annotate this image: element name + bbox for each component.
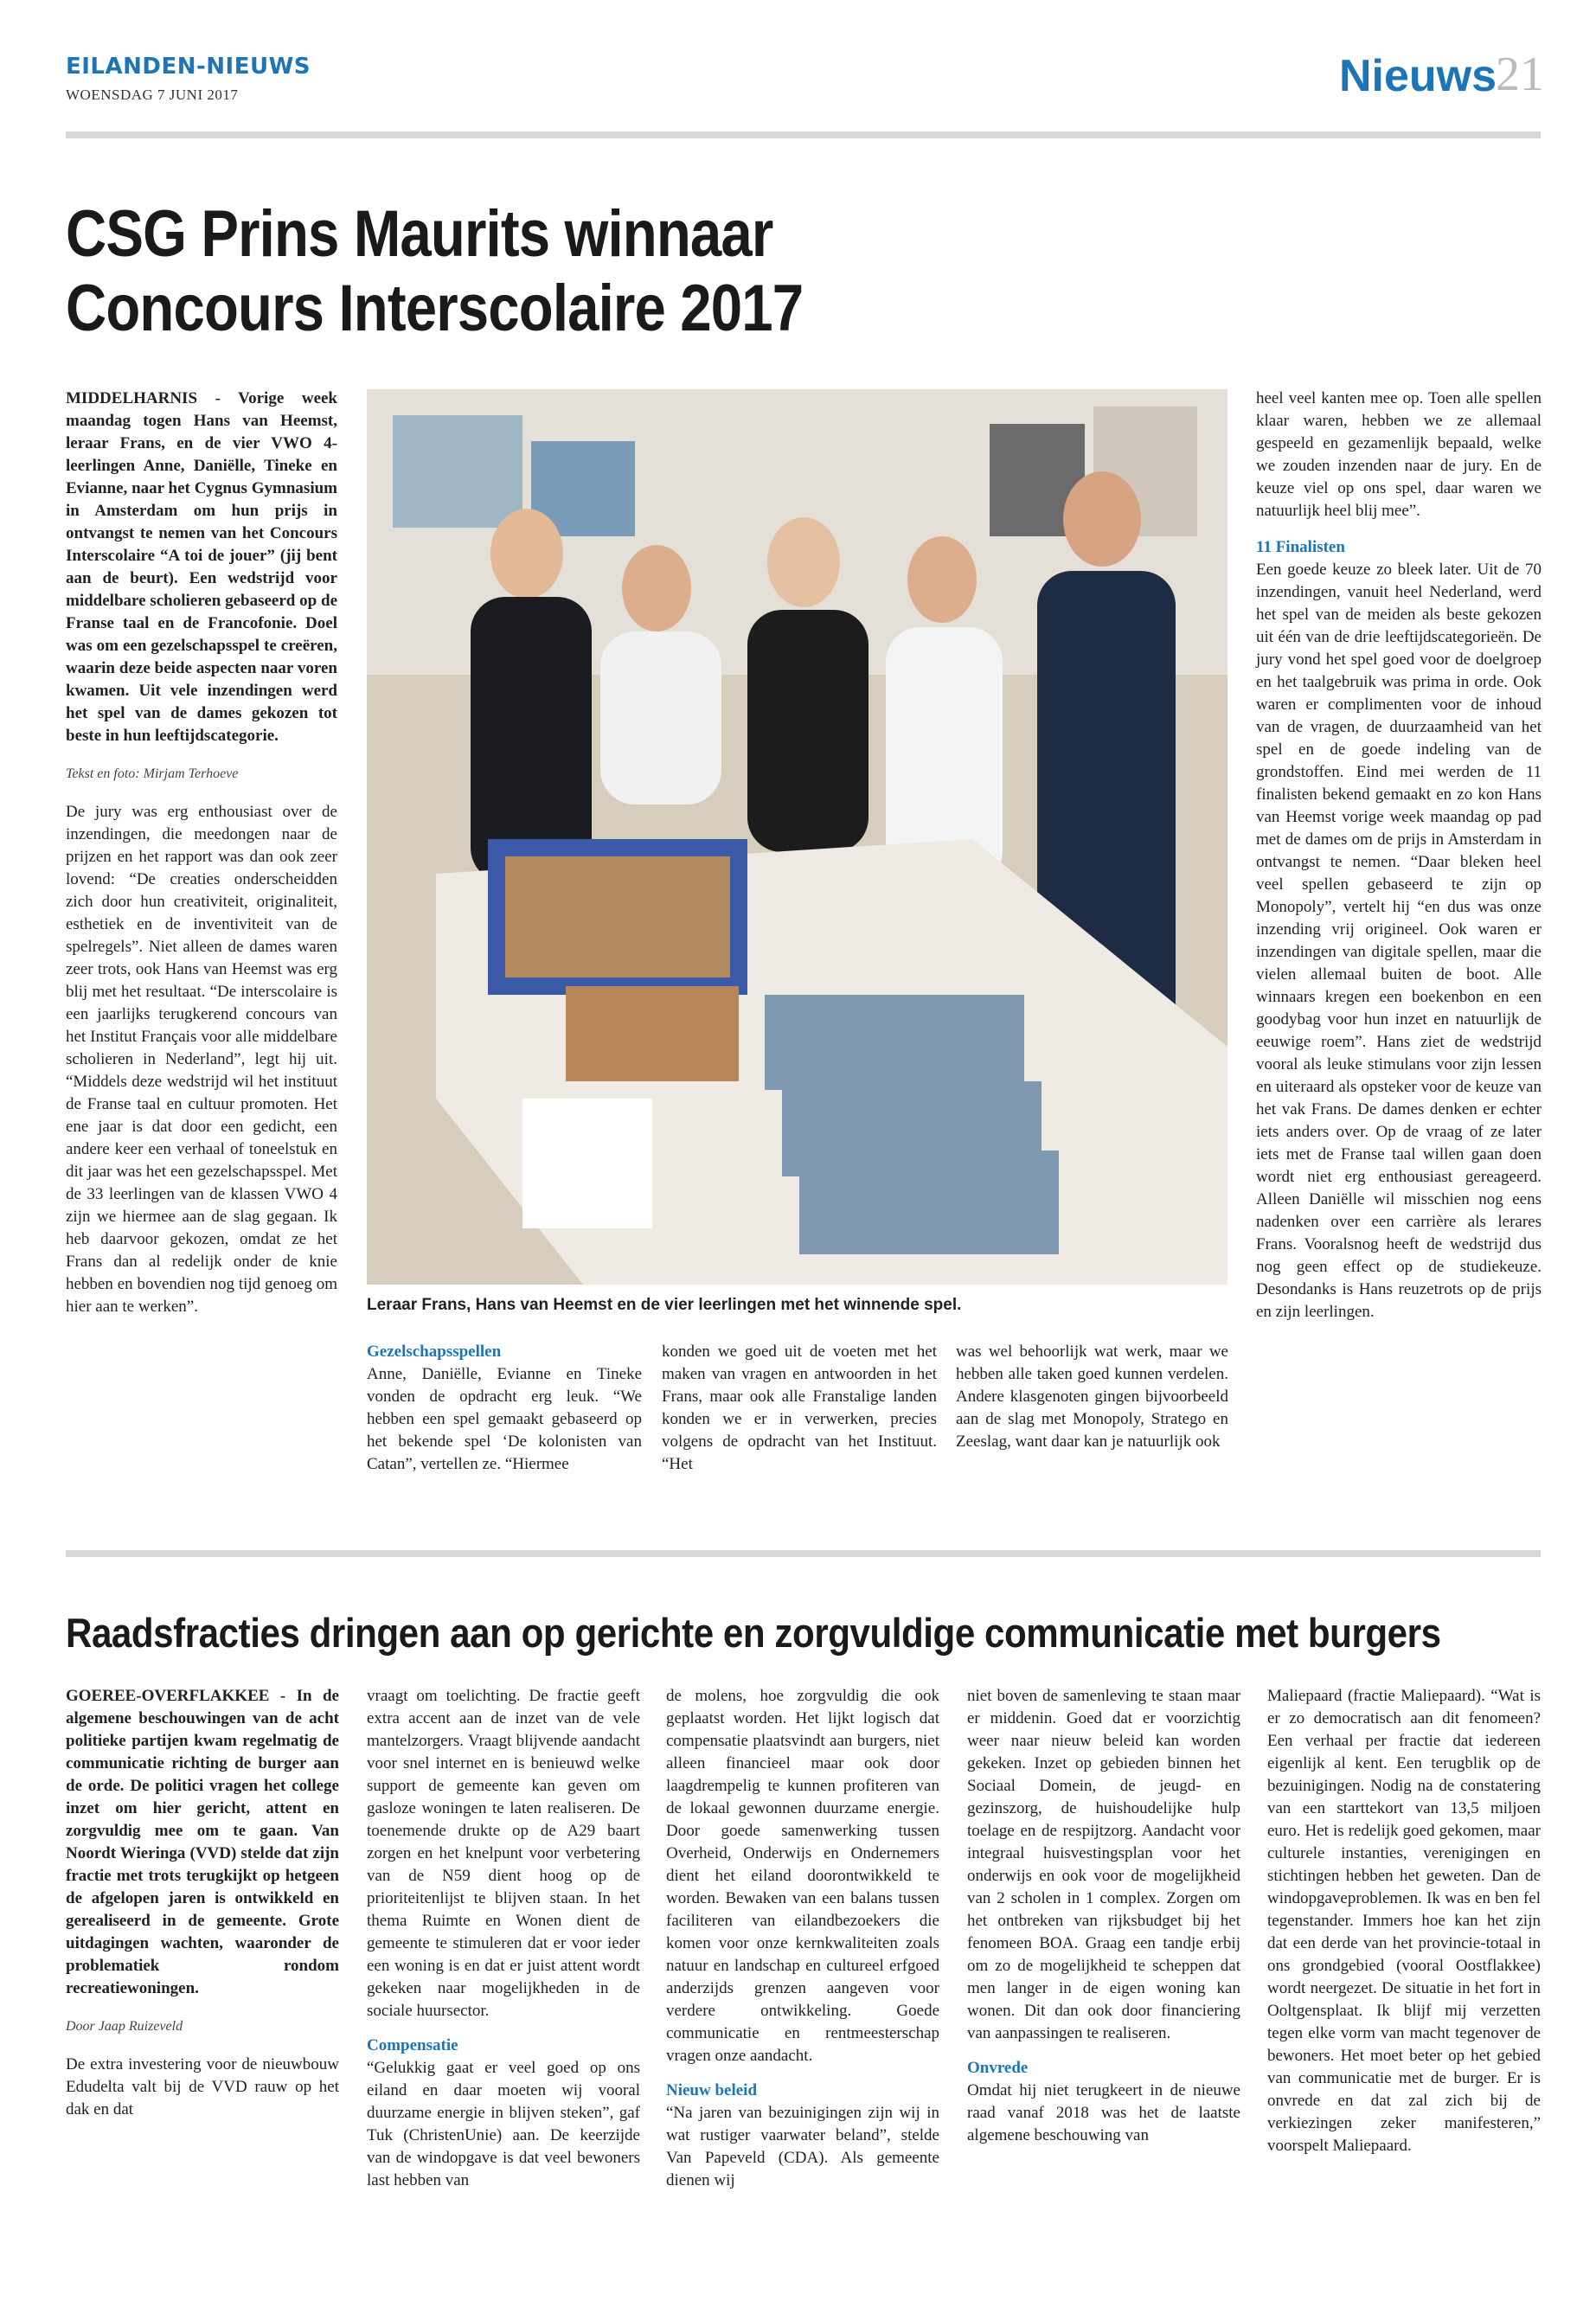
article2-credit: Door Jaap Ruizeveld [66,2019,183,2034]
article1-left-column [66,388,337,1318]
article1-col3-text: konden we goed uit de voeten met het maken van vragen en antwoorden in het Frans, maar ook alle Franstalige landen konden we er in verwerken, precies volgens de opdracht van het Instituut. “Het [662,1343,937,1473]
headline-line-2: Concours Interscolaire 2017 [66,272,804,345]
subhead-gezelschapsspellen: Gezelschapsspellen [367,1343,502,1361]
article2-lead: GOEREE-OVERFLAKKEE - In de algemene beschouwingen van de acht politieke partijen kwam regelmatig de communicatie richting de burger aan de orde. De politici vragen het college inzet om hier gericht, attent en zorgvuldig mee om te gaan. Van Noordt Wieringa (VVD) stelde dat zijn fractie met trots terugkijkt op hetgeen de afgelopen jaren is ontwikkeld en gerealiseerd in de gemeente. Grote uitdagingen wachten, waaronder de problematiek rondom recreatiewoningen. [66,1687,339,1997]
article2-col3-text2: “Na jaren van bezuinigingen zijn wij in wat rustiger vaarwater beland”, stelde Van Papeveld (CDA). Als gemeente dienen wij [666,2104,939,2189]
article2-col2-text: vraagt om toelichting. De fractie geeft extra accent aan de inzet van de vele mantelzorgers. Vraagt blijvende aandacht voor snel internet en is benieuwd welke support de gemeente kan geven om gasloze woningen te laten realiseren. De toenemende drukte op de A29 baart zorgen en het knelpunt voor verbetering van de N59 dient hoog op de prioriteitenlijst te blijven staan. In het thema Ruimte en Wonen dient de gemeente te stimuleren dat er voor ieder een woning is en dat er juist attent wordt gekeken naar mogelijkheden in de sociale huursector. [367,1687,640,2020]
article1-right-text-2: Een goede keuze zo bleek later. Uit de 70 inzendingen, vanuit heel Nederland, werd het spel van de meiden als beste gekozen uit één van de drie leeftijdscategorieën. De jury vond het spel goed voor de doelgroep en het taalgebruik was prima in orde. Ook waren er complimenten voor de inhoud van de vragen, de duurzaamheid van het spel en de goede indeling van de grondstoffen. Eind mei werden de 11 finalisten bekend gemaakt en zo kon Hans van Heemst vorige week maandag op pad met de dames om de prijs in Amsterdam in ontvangst te nemen. “Daar bleken heel veel spellen gebaseerd te zijn op Monopoly”, vertelt hij “en dus was onze inzending vrij origineel. Ook waren er inzendingen van digitale spellen, maar die vielen allemaal buiten de boot. Alle winnaars kregen een boekenbon en een goodybag voor hun inzet en natuurlijk de eeuwige roem”. Hans ziet de wedstrijd vooral als leuke stimulans voor zijn lessen en uiteraard als opsteker voor de keuze van het vak Frans. De dames denken er echter iets anders over. Op de vraag of ze later iets met de Franse taal willen gaan doen wordt niet erg enthousiast gereageerd. Alleen Daniëlle wil misschien nog eens nadenken over een carrière als lerares Frans. Vooralsnog heeft de wedstrijd dus nog geen effect op de studiekeuze. Desondanks is Hans reuzetrots op de prijs en zijn leerlingen. [1256,561,1542,1321]
section-rule [66,1550,1541,1557]
article1-headline [66,197,958,346]
article1-col4 [956,1341,1228,1453]
article2-col4 [967,1685,1240,2147]
article2-col3 [666,1685,939,2192]
section-title: Nieuws [1338,51,1497,101]
article1-col2-text: Anne, Daniëlle, Evianne en Tineke vonden de opdracht erg leuk. “We hebben een spel gemaakt gebaseerd op het bekende spel ‘De kolonisten van Catan”, vertellen ze. “Hiermee [367,1365,642,1473]
photo-illustration [367,389,1227,1285]
subhead-compensatie: Compensatie [367,2036,458,2054]
article2-col2 [367,1685,640,2192]
article1-credit: Tekst en foto: Mirjam Terhoeve [66,766,239,781]
article1-right-text-1: heel veel kanten mee op. Toen alle spellen klaar waren, hebben we ze allemaal gespeeld en gezamenlijk bepaald, welke we zouden inzenden naar de jury. En de keuze viel op ons spel, daar waren we natuurlijk heel blij mee”. [1256,389,1542,520]
article2-col4-text: niet boven de samenleving te staan maar er middenin. Goed dat er voorzichtig weer naar nieuw beleid kan worden gekeken. Inzet op gebieden binnen het Sociaal Domein, de jeugd- en gezinszorg, de huishoudelijke hulp toelage en de respijtzorg. Aandacht voor integraal huisvestingsplan voor het onderwijs en ook voor de mogelijkheid van 2 scholen in 1 complex. Zorgen om het ontbreken van rijksbudget bij het fenomeen BOA. Graag een tandje erbij om zo de mogelijkheid te scheppen dat men langer in de eigen woning kan wonen. Dit dan ook door financiering van aanpassingen te realiseren. [967,1687,1240,2042]
headline-line-1: CSG Prins Maurits winnaar [66,197,773,271]
article1-col2 [367,1341,642,1476]
article2-col5 [1267,1685,1541,2157]
article1-right-column [1256,388,1542,1324]
article1-col4-text: was wel behoorlijk wat werk, maar we hebben alle taken goed kunnen verdelen. Andere klasgenoten gingen bijvoorbeeld aan de slag met Monopoly, Stratego en Zeeslag, want daar kan je natuurlijk ook [956,1343,1228,1451]
newspaper-logo: EILANDEN-NIEUWS [66,54,311,80]
photo-caption: Leraar Frans, Hans van Heemst en de vier leerlingen met het winnende spel. [367,1296,962,1314]
article1-lead: MIDDELHARNIS - Vorige week maandag togen Hans van Heemst, leraar Frans, en de vier VWO 4-leerlingen Anne, Daniëlle, Tineke en Evianne, naar het Cygnus Gymnasium in Amsterdam om hun prijs in ontvangst te nemen van het Concours Interscolaire “A toi de jouer” (jij bent aan de beurt). Een wedstrijd voor middelbare scholieren gebaseerd op de Franse taal en de Francofonie. Doel was om een gezelschapsspel te creëren, waarin deze beide aspecten naar voren kwamen. Uit vele inzendingen werd het spel van de dames gekozen tot beste in hun leeftijdscategorie. [66,389,337,745]
issue-date: WOENSDAG 7 JUNI 2017 [66,87,239,103]
article2-col4-text2: Omdat hij niet terugkeert in de nieuwe raad vanaf 2018 was het de laatste algemene beschouwing van [967,2081,1240,2144]
article2-col1-body: De extra investering voor de nieuwbouw Edudelta valt bij de VVD rauw op het dak en dat [66,2055,339,2118]
subhead-onvrede: Onvrede [967,2059,1029,2077]
article1-body-1: De jury was erg enthousiast over de inzendingen, die meedongen naar de prijzen en het rapport was dan ook zeer lovend: “De creaties onderscheidden zich door hun creativiteit, originaliteit, esthetiek en de inventiviteit van de spelregels”. Niet alleen de dames waren zeer trots, ook Hans van Heemst was erg blij met het resultaat. “De interscolaire is een jaarlijks terugkerend concours van het Institut Français voor alle middelbare scholieren in Nederland”, legt hij uit. “Middels deze wedstrijd wil het instituut de Franse taal en cultuur promoten. Het ene jaar is dat door een gedicht, een andere keer een verhaal of toneelstuk en dit jaar was het een gezelschapsspel. Met de 33 leerlingen van de klassen VWO 4 zijn we hiermee aan de slag gegaan. Ik heb daarvoor gekozen, omdat ze het Frans dan al redelijk onder de knie hebben en bovendien nog tijd genoeg om hier aan te werken”. [66,803,337,1316]
article2-col2-text2: “Gelukkig gaat er veel goed op ons eiland en daar moeten wij vooral duurzame energie in blijven steken”, gaf Tuk (ChristenUnie) aan. De keerzijde van de windopgave is dat veel bewoners last hebben van [367,2059,640,2189]
page-number: 21 [1496,48,1544,101]
top-rule [66,131,1541,138]
article2-col5-text: Maliepaard (fractie Maliepaard). “Wat is er zo democratisch aan dit fenomeen? Een verhaal per fractie dat iedereen eigenlijk al kent. Een terugblik op de bezuinigingen. Nodig na de constatering van een starttekort van 13,5 miljoen euro. Het is redelijk goed gekomen, maar culturele instanties, verenigingen en stichtingen hebben het geweten. Dan de windopgaveproblemen. Ik was en ben fel tegenstander. Immers hoe kan het zijn dat een derde van het provincie-totaal in ons grondgebied (vooral Oostflakkee) wordt neergezet. De situatie in het fort in Ooltgensplaat. Ik blijf mij verzetten tegen elke vorm van macht tegenover de bewoners. Het moet beter op het gebied van communicatie met de burger. Er is onvrede en dat zal zich bij de verkiezingen zeker manifesteren,” voorspelt Maliepaard. [1267,1687,1541,2155]
article2-headline: Raadsfracties dringen aan op gerichte en zorgvuldige communicatie met burgers [66,1610,1441,1656]
article2-col3-text: de molens, hoe zorgvuldig die ook geplaatst worden. Het lijkt logisch dat compensatie plaatsvindt aan burgers, niet alleen financieel maar ook door laagdrempelig te kunnen profiteren van de lokaal gewonnen duurzame energie. Door goede samenwerking tussen Overheid, Onderwijs en Ondernemers dient het eiland doorontwikkeld te worden. Bewaken van een balans tussen faciliteren van eilandbezoekers die komen voor onze kernkwaliteiten zoals natuur en landschap en cultureel erfgoed anderzijds grenzen aangeven voor verdere ontwikkeling. Goede communicatie en rentmeesterschap vragen onze aandacht. [666,1687,939,2065]
article1-col3 [662,1341,937,1476]
article2-col1 [66,1685,339,2121]
subhead-finalisten: 11 Finalisten [1256,538,1345,556]
subhead-nieuw-beleid: Nieuw beleid [666,2081,758,2099]
article1-photo [367,389,1227,1285]
